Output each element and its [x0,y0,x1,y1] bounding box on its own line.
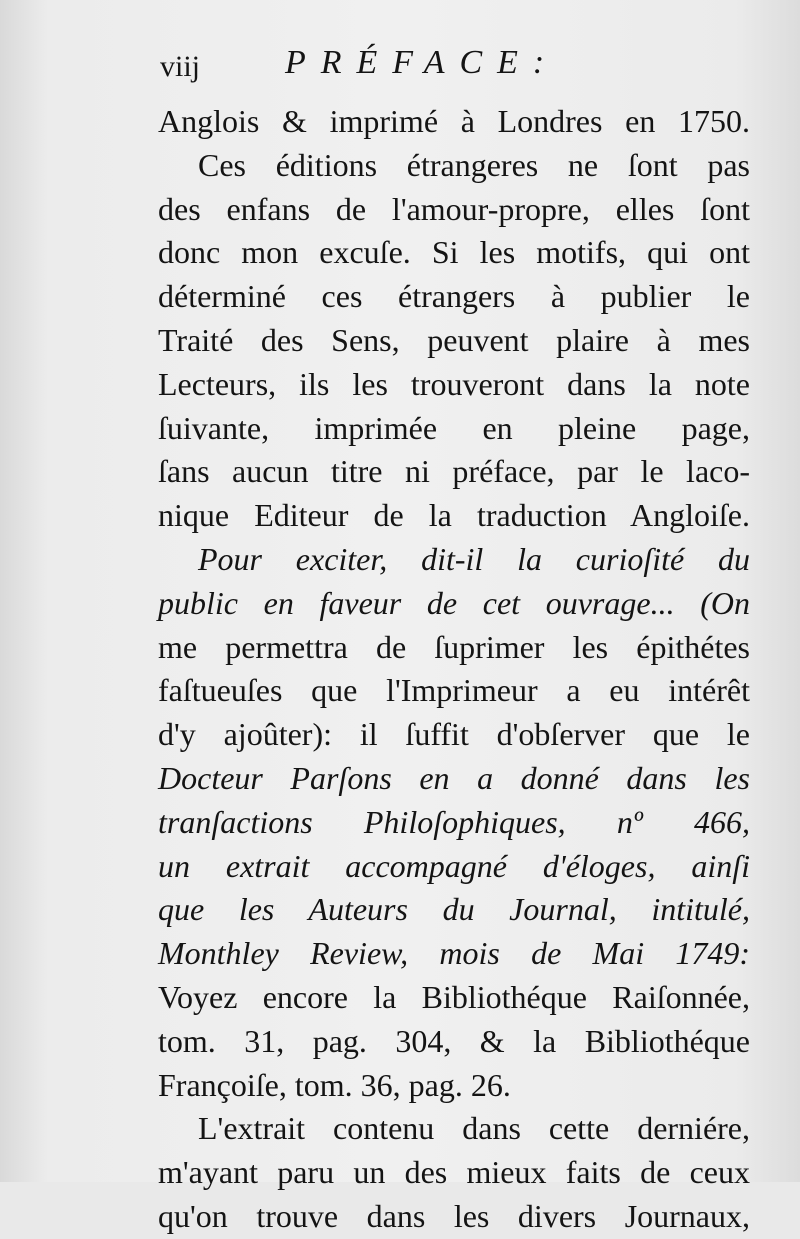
text-line: d'y ajoûter): il ſuffit d'obſerver que le [158,716,750,753]
page-number: viij [160,50,201,83]
text-line: ſuivante, imprimée en pleine page, [158,409,750,446]
text-line: Lecteurs, ils les trouveront dans la note [158,365,750,402]
text-line: Voyez encore la Bibliothéque Raiſonnée, [158,978,750,1015]
text-line: nique Editeur de la traduction Angloiſe. [158,497,750,534]
text-line: tranſactions Philoſophiques, nº 466, [158,803,750,840]
text-line: tom. 31, pag. 304, & la Bibliothéque [158,1022,750,1059]
text-line: Françoiſe, tom. 36, pag. 26. [158,1066,511,1103]
text-line: ſans aucun titre ni préface, par le laco- [158,453,750,490]
page-header [160,44,760,94]
text-line: déterminé ces étrangers à publier le [158,278,750,315]
text-line: que les Auteurs du Journal, intitulé, [158,891,750,928]
body-text [158,100,750,1239]
text-line: Monthley Review, mois de Mai 1749: [158,935,750,972]
text-line: Anglois & imprimé à Londres en 1750. [158,103,750,139]
text-line: Pour exciter, dit-il la curioſité du [198,540,750,577]
text-line: public en faveur de cet ouvrage... (On [158,584,750,621]
text-line: m'ayant paru un des mieux faits de ceux [158,1154,750,1191]
text-line: qu'on trouve dans les divers Journaux, [158,1197,750,1234]
text-line: un extrait accompagné d'éloges, ainſi [158,847,750,884]
running-title: PRÉFACE: [285,44,560,81]
text-line: donc mon excuſe. Si les motifs, qui ont [158,234,750,271]
text-line: Docteur Parſons en a donné dans les [158,759,750,796]
text-line: des enfans de l'amour-propre, elles ſont [158,190,750,227]
text-line: faſtueuſes que l'Imprimeur a eu intérêt [158,672,750,709]
text-line: Ces éditions étrangeres ne ſont pas [198,146,750,183]
text-line: Traité des Sens, peuvent plaire à mes [158,321,750,358]
text-line: L'extrait contenu dans cette derniére, [198,1110,750,1147]
text-line: me permettra de ſuprimer les épithétes [158,628,750,665]
